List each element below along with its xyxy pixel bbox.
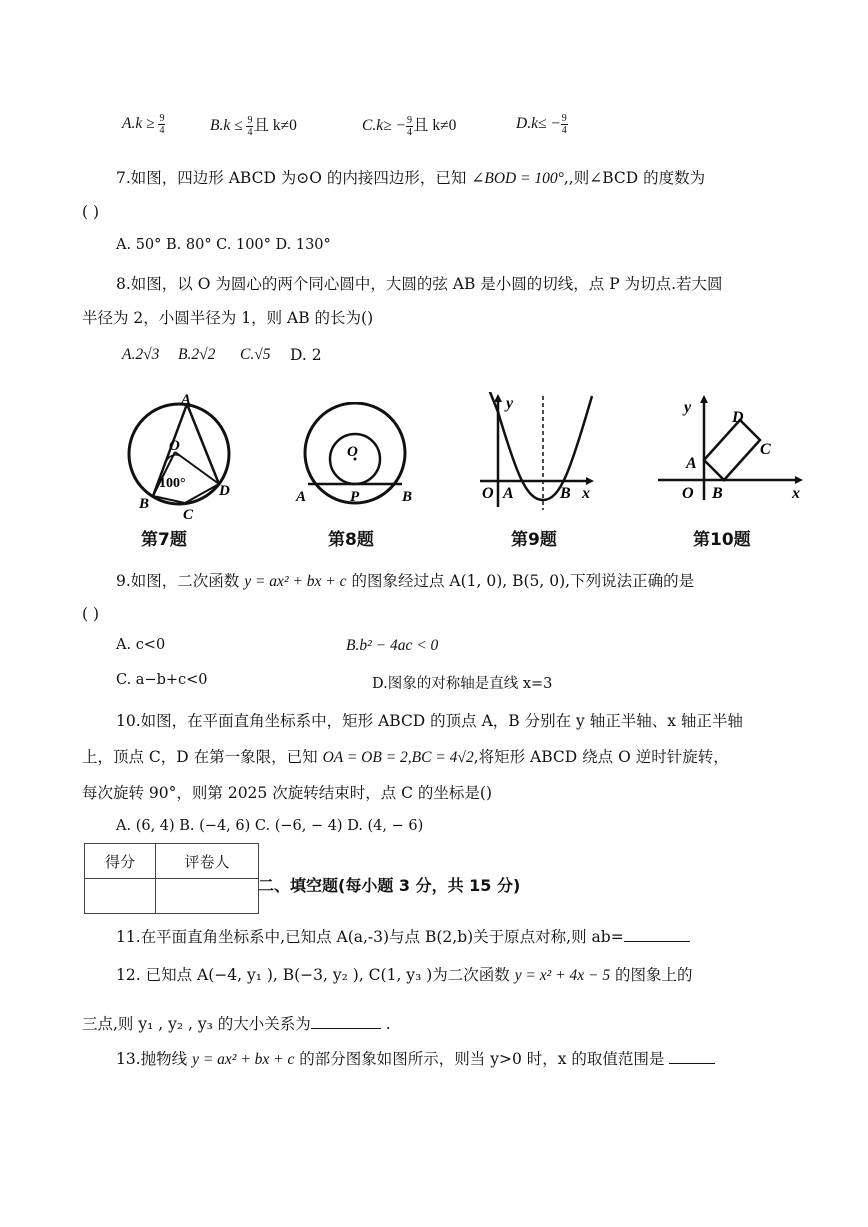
fig10-label-c: C bbox=[760, 441, 771, 458]
q10-options: A. (6, 4) B. (−4, 6) C. (−6, − 4) D. (4, − 6) bbox=[116, 818, 424, 834]
fig7-label-o: O bbox=[169, 438, 180, 454]
q8-option-d: D. 2 bbox=[290, 346, 322, 364]
q6-option-c: C.k≥ − $\frac{9}{4}$ 且 k≠0 bbox=[362, 114, 457, 138]
q6-option-b: B.k ≤ $\frac{9}{4}$ 且 k≠0 bbox=[210, 114, 297, 138]
q12-answer-blank[interactable] bbox=[311, 1014, 381, 1029]
fig7-label-c: C bbox=[183, 507, 194, 520]
q13-answer-blank[interactable] bbox=[669, 1049, 715, 1064]
q13-line1: 13.抛物线 y = ax² + bx + c 的部分图象如图所示，则当 y>0 时，x 的取值范围是 bbox=[116, 1047, 715, 1069]
fig9-label-x: x bbox=[582, 485, 590, 502]
grader-header: 评卷人 bbox=[156, 844, 259, 879]
fig7-caption: 第7题 bbox=[141, 530, 187, 550]
figure-8 bbox=[292, 402, 422, 506]
fig10-label-o: O bbox=[682, 485, 694, 502]
q8-line1: 8.如图，以 O 为圆心的两个同心圆中，大圆的弦 AB 是小圆的切线，点 P 为切点.若大圆 bbox=[116, 275, 723, 293]
figure-9 bbox=[476, 392, 604, 512]
fig8-caption: 第8题 bbox=[328, 530, 374, 550]
q8-option-b: B.2√2 bbox=[178, 346, 216, 363]
q8-option-a: A.2√3 bbox=[122, 346, 160, 363]
q9-option-b: B.b² − 4ac < 0 bbox=[346, 637, 439, 654]
fig9-caption: 第9题 bbox=[511, 530, 557, 550]
fig7-label-d: D bbox=[219, 483, 230, 499]
fig10-label-b: B bbox=[712, 485, 723, 502]
fig8-label-b: B bbox=[402, 489, 413, 505]
fig8-label-o: O bbox=[347, 444, 358, 460]
q9-option-a: A. c<0 bbox=[116, 637, 166, 653]
q10-line2: 上，顶点 C，D 在第一象限，已知 OA = OB = 2,BC = 4√2,将矩形 ABCD 绕点 O 逆时针旋转， bbox=[82, 748, 729, 766]
section-2-title: 二、填空题(每小题 3 分，共 15 分) bbox=[258, 876, 521, 895]
fig7-label-angle: 100° bbox=[159, 476, 186, 491]
score-cell[interactable] bbox=[85, 879, 156, 914]
fig8-label-p: P bbox=[350, 489, 360, 505]
fig10-label-d: D bbox=[732, 409, 744, 426]
score-header: 得分 bbox=[85, 844, 156, 879]
fig10-label-x: x bbox=[792, 485, 800, 502]
q9-option-d: D.图象的对称轴是直线 x=3 bbox=[372, 676, 553, 692]
q6-option-d: D.k≤ − $\frac{9}{4}$ bbox=[516, 113, 567, 136]
q7-line1: 7.如图，四边形 ABCD 为⊙O 的内接四边形，已知 ∠BOD = 100°,,则∠BCD 的度数为 bbox=[116, 169, 706, 187]
q8-option-c: C.√5 bbox=[240, 346, 271, 363]
fig10-label-a: A bbox=[686, 455, 697, 472]
q12-line1: 12. 已知点 A(−4, y₁ ), B(−3, y₂ ), C(1, y₃ )为二次函数 y = x² + 4x − 5 的图象上的 bbox=[116, 966, 693, 984]
q7-options: A. 50° B. 80° C. 100° D. 130° bbox=[116, 237, 331, 253]
fig7-label-b: B bbox=[139, 496, 150, 512]
figure-10 bbox=[656, 390, 806, 512]
fig8-label-a: A bbox=[296, 489, 307, 505]
grader-cell[interactable] bbox=[156, 879, 259, 914]
score-table bbox=[84, 843, 259, 914]
q10-line1: 10.如图，在平面直角坐标系中，矩形 ABCD 的顶点 A，B 分别在 y 轴正半轴、x 轴正半轴 bbox=[116, 712, 743, 730]
q10-line3: 每次旋转 90°，则第 2025 次旋转结束时，点 C 的坐标是() bbox=[82, 784, 493, 802]
fig10-caption: 第10题 bbox=[693, 530, 751, 550]
fig7-label-a: A bbox=[181, 392, 192, 408]
q9-line1: 9.如图，二次函数 y = ax² + bx + c 的图象经过点 A(1, 0), B(5, 0),下列说法正确的是 bbox=[116, 572, 695, 590]
fig10-label-y: y bbox=[684, 399, 692, 416]
figure-7 bbox=[115, 388, 250, 520]
fig9-label-b: B bbox=[560, 485, 571, 502]
fig9-label-o: O bbox=[482, 485, 494, 502]
q6-option-a: A.k ≥ $\frac{9}{4}$ bbox=[122, 113, 165, 136]
q9-line2: ( ) bbox=[82, 605, 100, 623]
fig9-label-a: A bbox=[503, 485, 514, 502]
q11-answer-blank[interactable] bbox=[624, 927, 690, 942]
q9-option-c: C. a−b+c<0 bbox=[116, 672, 208, 688]
q8-line2: 半径为 2，小圆半径为 1，则 AB 的长为() bbox=[82, 309, 374, 327]
q12-line2: 三点,则 y₁ , y₂ , y₃ 的大小关系为 . bbox=[82, 1015, 391, 1033]
fig9-label-y: y bbox=[506, 395, 514, 412]
q7-line2: ( ) bbox=[82, 203, 100, 221]
q11-line: 11.在平面直角坐标系中,已知点 A(a,-3)与点 B(2,b)关于原点对称,则 ab= bbox=[116, 925, 690, 947]
